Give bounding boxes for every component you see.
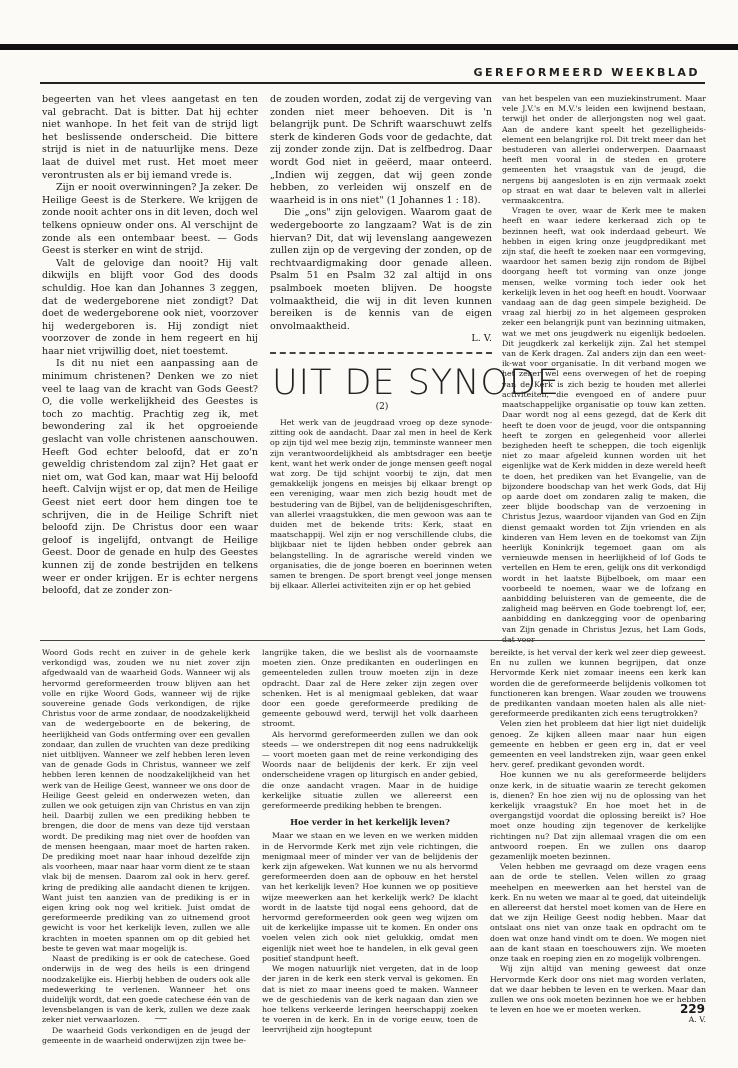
header-rule xyxy=(40,82,705,84)
author-signature: A. V. xyxy=(688,1015,706,1025)
top-border xyxy=(0,44,738,50)
footer-mark xyxy=(155,1018,167,1019)
paragraph: de zouden worden, zodat zij de vergeving van zonden niet meer behoeven. Dit is 'n belangrijk punt. De Schrift waarschuwt zelfs sterk de kinderen Gods voor de gedachte, dat zij zonder zonde zijn. Dat is zelfbedrog. Daar wordt God niet in geëerd, maar onteerd. „Indien wij zeggen, dat wij geen zonde hebben, zo verleiden wij onszelf en de waarheid is in ons niet" (1 Johannes 1 : 18). xyxy=(270,94,492,206)
paragraph: We mogen natuurlijk niet vergeten, dat in de loop der jaren in de kerk een sterk verval is gekomen. En dat is niet zo maar ineens goed te maken. Wanneer we de geschiedenis van de kerk nagaan dan zien we hoe telkens verkeerde leringen heerschappij zoeken te voeren in de kerk. En in de vorige eeuw, toen de leervrijheid zijn hoogtepunt xyxy=(262,964,478,1035)
article-title: UIT DE SYNODE xyxy=(272,363,561,403)
bottom-column-1 xyxy=(42,648,250,1046)
paragraph: van het bespelen van een muziekinstrument. Maar vele J.V.'s en M.V.'s leiden een kwijnend bestaan, terwijl het onder de allerjongsten nog wel gaat. Aan de andere kant speelt het gezelligheids-element een belangrijke rol. Dit trekt meer dan het bestuderen van allerlei onderwerpen. Daarnaast heeft men vooral in de steden en grotere gemeenten het vraagstuk van de jeugd, die nergens bij aangesloten is en zijn vermaak zoekt op straat en wat daar te beleven valt in allerlei vermaakcentra. xyxy=(502,94,706,206)
paragraph: Als hervormd gereformeerden zullen we dan ook steeds — we onderstrepen dit nog eens nadrukkelijk — voort moeten gaan met de reine verkondiging des Woords naar de belijdenis der kerk. Er zijn veel onderscheidene vragen op liturgisch en ander gebied, die onze aandacht vragen. Maar in de huidige kerkelijke situatie zullen we allereerst een gereformeerde prediking hebben te brengen. xyxy=(262,729,478,811)
running-head: GEREFORMEERD WEEKBLAD xyxy=(473,66,700,79)
bottom-column-2 xyxy=(262,648,478,1036)
paragraph: Zijn er nooit overwinningen? Ja zeker. De Heilige Geest is de Sterkere. We krijgen de zonde nooit achter ons in dit leven, doch wel telkens opnieuw onder ons. Al verschijnt de zonde als een ontembaar beest. — Gods Geest is sterker en wint de strijd. xyxy=(42,182,258,257)
author-signature: L. V. xyxy=(471,333,492,345)
paragraph: Die „ons" zijn gelovigen. Waarom gaat de wedergeboorte zo langzaam? Wat is de zin hiervan? Dit, dat wij levenslang aangewezen zullen zijn op de vergeving der zonden, op de rechtvaardigmaking door genade alleen. Psalm 51 en Psalm 32 zal altijd in ons psalmboek moeten blijven. De hoogste volmaaktheid, die wij in dit leven kunnen bereiken is de kennis van de eigen onvolmaaktheid. xyxy=(270,207,492,332)
page-number: 229 xyxy=(679,1002,705,1016)
paragraph: bereikte, is het verval der kerk wel zeer diep geweest. En nu zullen we kunnen begrijpen, dat onze Hervormde Kerk niet zomaar ineens een kerk kan worden die de gereformeerde belijdenis volkomen tot functioneren kan brengen. Waar zouden we trouwens de predikanten vandaan moeten halen als alle niet-gereformeerde predikanten zich eens terugtrokken? xyxy=(490,648,706,719)
column-1 xyxy=(42,94,258,598)
paragraph: Wij zijn altijd van mening geweest dat onze Hervormde Kerk door ons niet mag worden verlaten, dat we daar hebben te leven en te werken. Maar dan zullen we ons ook moeten bezinnen hoe we er hebben te leven en hoe we er moeten werken. xyxy=(490,964,706,1015)
paragraph: Vragen te over, waar de Kerk mee te maken heeft en waar iedere kerkeraad zich op te bezinnen heeft, wat ook inderdaad gebeurt. We hebben in eigen kring onze jeugdpredikant met zijn staf, die heeft te zoeken naar een vormgeving, waardoor het samen bezig zijn rondom de Bijbel doorgang heeft tot vorming van onze jonge mensen, welke vorming toch ieder ook het kerkelijk leven in het oog heeft en houdt. Voorwaar vandaag aan de dag geen simpele bezigheid. De vraag zal hierbij zo in het algemeen gesproken zeker een belangrijk punt van bezinning uitmaken, wat we met ons jeugdwerk nu eigenlijk bedoelen. Dit jeugdkerk zal kerkelijk zijn. Zal het stempel van de Kerk dragen. Zal anders zijn dan een weet-ik-wat voor organisatie. In dit verband mogen we het zeker wel eens overwegen of het de roeping van de Kerk is zich bezig te houden met allerlei activiteiten, die evengoed en of andere puur maatschappelijke organisatie op touw kan zetten. Daar wordt nog al eens gezegd, dat de Kerk dit heeft te doen voor de jeugd, voor die ontspanning heeft te zorgen en gelegenheid voor allerlei bezigheden heeft te scheppen, die toch eigenlijk niet zo maar afgeleid kunnen worden uit het eigenlijke wat de Kerk midden in deze wereld heeft te doen, het prediken van het Evangelie, van de bijzondere boodschap van het werk Gods, dat Hij op aarde doet om zondaren zalig te maken, die zeer blijde boodschap van de verzoening in Christus Jezus, waardoor vijanden van God en Zijn dienst gemaakt worden tot Zijn vrienden en als kinderen van Hem leven en de toekomst van Zijn heerlijk Koninkrijk tegemoet gaan om als vernieuwde mensen in heerlijkheid of lof Gods te vertellen en Hem te eren, gelijk ons dit verkondigd wordt in het laatste Bijbelboek, om maar een voorbeeld te noemen, waar we de lofzang en aanbidding beluisteren van de gemeente, die de zaligheid mag beërven en Gode toebrengt lof, eer, aanbidding en dankzegging voor de openbaring van Zijn genade in Christus Jezus, het Lam Gods, xyxy=(502,206,706,634)
paragraph: begeerten van het vlees aangetast en ten val gebracht. Dat is bitter. Dat hij echter niet wanhope. In het feit van de strijd ligt het beslissende onderscheid. Die bittere strijd is niet in de natuurlijke mens. Deze laat de duivel met rust. Het moet meer verontrusten als er bij iemand vrede is. xyxy=(42,94,258,181)
paragraph: Hoe kunnen we nu als gereformeerde belijders onze kerk, in de situatie waarin ze terecht gekomen is, dienen? En hoe zien wij nu de oplossing van het kerkelijk vraagstuk? En hoe moet het in de overgangstijd voordat die oplossing bereikt is? Hoe moet onze houding zijn tegenover de kerkelijke richtingen nu? Dat zijn allemaal vragen die om een antwoord roepen. En we zullen ons daarop gezamenlijk moeten bezinnen. xyxy=(490,770,706,862)
paragraph: langrijke taken, die we beslist als de voornaamste moeten zien. Onze predikanten en ouderlingen en gemeenteleden zullen trouw moeten zijn in deze opdracht. Daar zal de Here zeker zijn zegen over schenken. Het is al menigmaal gebleken, dat waar door een goede gereformeerde prediking de gemeente gebouwd werd, terwijl het volk daarheen stroomt. xyxy=(262,648,478,729)
paragraph: Woord Gods recht en zuiver in de gehele kerk verkondigd was, zouden we nu niet zover zijn afgedwaald van de waarheid Gods. Wanneer wij als hervormd gereformeerden trouw blijven aan het volle en rijke Woord Gods, wanneer wij de rijke souvereine genade Gods verkondigen, de rijke Christus voor de arme zondaar, de noodzakelijkheid van de wedergeboorte en de bekering, de heerlijkheid van Gods ontferming over een gevallen zondaar, dan zullen de vruchten van deze prediking niet uitblijven. Wanneer we zelf hebben leren leven van de genade Gods in Christus, wanneer we zelf hebben leren kennen de noodzakelijkheid van het werk van de Heilige Geest, wanneer we ons door de Heilige Geest geleid en onderwezen weten, dan zullen we ook getuigen zijn van Christus en van zijn heil. Daarbij zullen we een prediking hebben te brengen, die door de mens van deze tijd verstaan wordt. De prediking mag niet over de hoofden van de mensen heengaan, maar moet de harten raken. De prediking moet naar haar inhoud dezelfde zijn als voorheen, maar naar haar vorm dient ze te staan vlak bij de mensen. Daarom zal ook in herv. geref. kring de prediking alle aandacht dienen te krijgen. Want juist ten aanzien van de prediking is er in eigen kring ook nog wel kritiek. Juist omdat de gereformeerde prediking van zo uitnemend groot gewicht is voor het kerkelijk leven, zullen we alle krachten in moeten spannen om op dit gebied het beste te geven wat maar mogelijk is. xyxy=(42,648,250,953)
column-2 xyxy=(270,94,492,346)
paragraph: Het werk van de jeugdraad vroeg op deze synode-zitting ook de aandacht. Daar zal men in heel de Kerk op zijn tijd wel mee bezig zijn, temminste wanneer men zijn verantwoordelijkheid als ambtsdrager een beetje kent, want het werk onder de jonge mensen geeft nogal wat zorg. De tijd schijnt voorbij te zijn, dat men gemakkelijk jongens en meisjes bij elkaar brengt op een vereniging, waar men zich bezig houdt met de bestudering van de Bijbel, van de belijdenisgeschriften, van allerlei vraagstukken, die men gewoon was aan te duiden met de bekende trits: Kerk, staat en maatschappij. Wel zijn er nog verschillende clubs, die blijkbaar niet te lijden hebben onder gebrek aan belangstelling. In de agrarische wereld vinden we organisaties, die de jonge boeren en boerinnen weten samen te brengen. De sport brengt veel jonge mensen bij elkaar. Allerlei activiteiten zijn er op het gebied xyxy=(270,418,492,591)
synode-body xyxy=(270,418,492,591)
paragraph: Velen hebben me gevraagd om deze vragen eens aan de orde te stellen. Velen willen zo graag meehelpen en meewerken aan het herstel van de kerk. En nu weten we maar al te goed, dat uiteindelijk en allereerst dat herstel moet komen van de Here en dat we zijn Heilige Geest nodig hebben. Maar dat ontslaat ons niet van onze taak en opdracht om te doen wat onze hand vindt om te doen. We mogen niet aan de kant staan en toeschouwers zijn. We moeten onze taak en roeping zien en zo mogelijk volbrengen. xyxy=(490,862,706,964)
paragraph: Velen zien het probleem dat hier ligt niet duidelijk genoeg. Ze kijken alleen maar naar hun eigen gemeente en hebben er geen erg in, dat er veel gemeenten en veel landstreken zijn, waar geen enkel herv. geref. predikant gevonden wordt. xyxy=(490,719,706,770)
section-rule xyxy=(40,640,705,641)
paragraph: De waarheid Gods verkondigen en de jeugd der gemeente in de waarheid onderwijzen zijn twee be- xyxy=(42,1025,250,1045)
paragraph: Maar we staan en we leven en we werken midden in de Hervormde Kerk met zijn vele richtingen, die menigmaal meer of minder ver van de belijdenis der kerk zijn afgeweken. Wat kunnen we nu als hervormd gereformeerden doen aan de opbouw en het herstel van het kerkelijk leven? Hoe kunnen we op positieve wijze meewerken aan het kerkelijk werk? De klacht wordt in de laatste tijd nogal eens gehoord, dat de hervormd gereformeerden ook geen weg wijzen om uit de kerkelijke impasse uit te komen. En onder ons voelen velen zich ook niet gelukkig, omdat men eigenlijk niet weet hoe te handelen, in elk geval geen positief standpunt heeft. xyxy=(262,831,478,963)
paragraph: Valt de gelovige dan nooit? Hij valt dikwijls en blijft voor God des doods schuldig. Hoe kan dan Johannes 3 zeggen, dat de wedergeborene niet zondigt? Dat doet de wedergeborene ook niet, voorzover hij wedergeboren is. Hij zondigt niet voorzover de zonde in hem regeert en hij haar niet vrijwillig doet, niet toestemt. xyxy=(42,257,258,357)
bottom-column-3 xyxy=(490,648,706,1026)
paragraph: Naast de prediking is er ook de catechese. Goed onderwijs in de weg des heils is een dringend noodzakelijke eis. Hierbij hebben de ouders ook alle medewerking te verlenen. Wanneer het ons duidelijk wordt, dat een goede catechese één van de levensbelangen is van de kerk, zullen we deze zaak zeker niet verwaarlozen. xyxy=(42,954,251,1025)
paragraph: Is dit nu niet een aanpassing aan de minimum christenen? Denken we zo niet veel te laag van de kracht van Gods Geest? O, die volle werkelijkheid des Geestes is toch zo machtig. Prachtig zeg ik, met bewondering zal ik het opgroeiende geslacht van volle christenen aanschouwen. Heeft God echter beloofd, dat er zo'n geweldig christendom zal zijn? Het gaat er niet om, wat God kan, maar wat Hij beloofd heeft. Calvijn wijst er op, dat men de Heilige Geest niet eert door hem dingen toe te schrijven, die in de Heilige Schrift niet beloofd zijn. De Christus door een waar geloof is ingelijfd, ontvangt de Heilige Geest. Door de genade en hulp des Geestes kunnen zij de zonde bestrijden en telkens weer er onder krijgen. Er is echter nergens beloofd, dat ze zonder zon- xyxy=(42,358,258,597)
section-divider xyxy=(270,352,492,354)
column-3 xyxy=(502,94,706,645)
subheading: Hoe verder in het kerkelijk leven? xyxy=(290,817,450,828)
article-part-number: (2) xyxy=(375,402,389,412)
